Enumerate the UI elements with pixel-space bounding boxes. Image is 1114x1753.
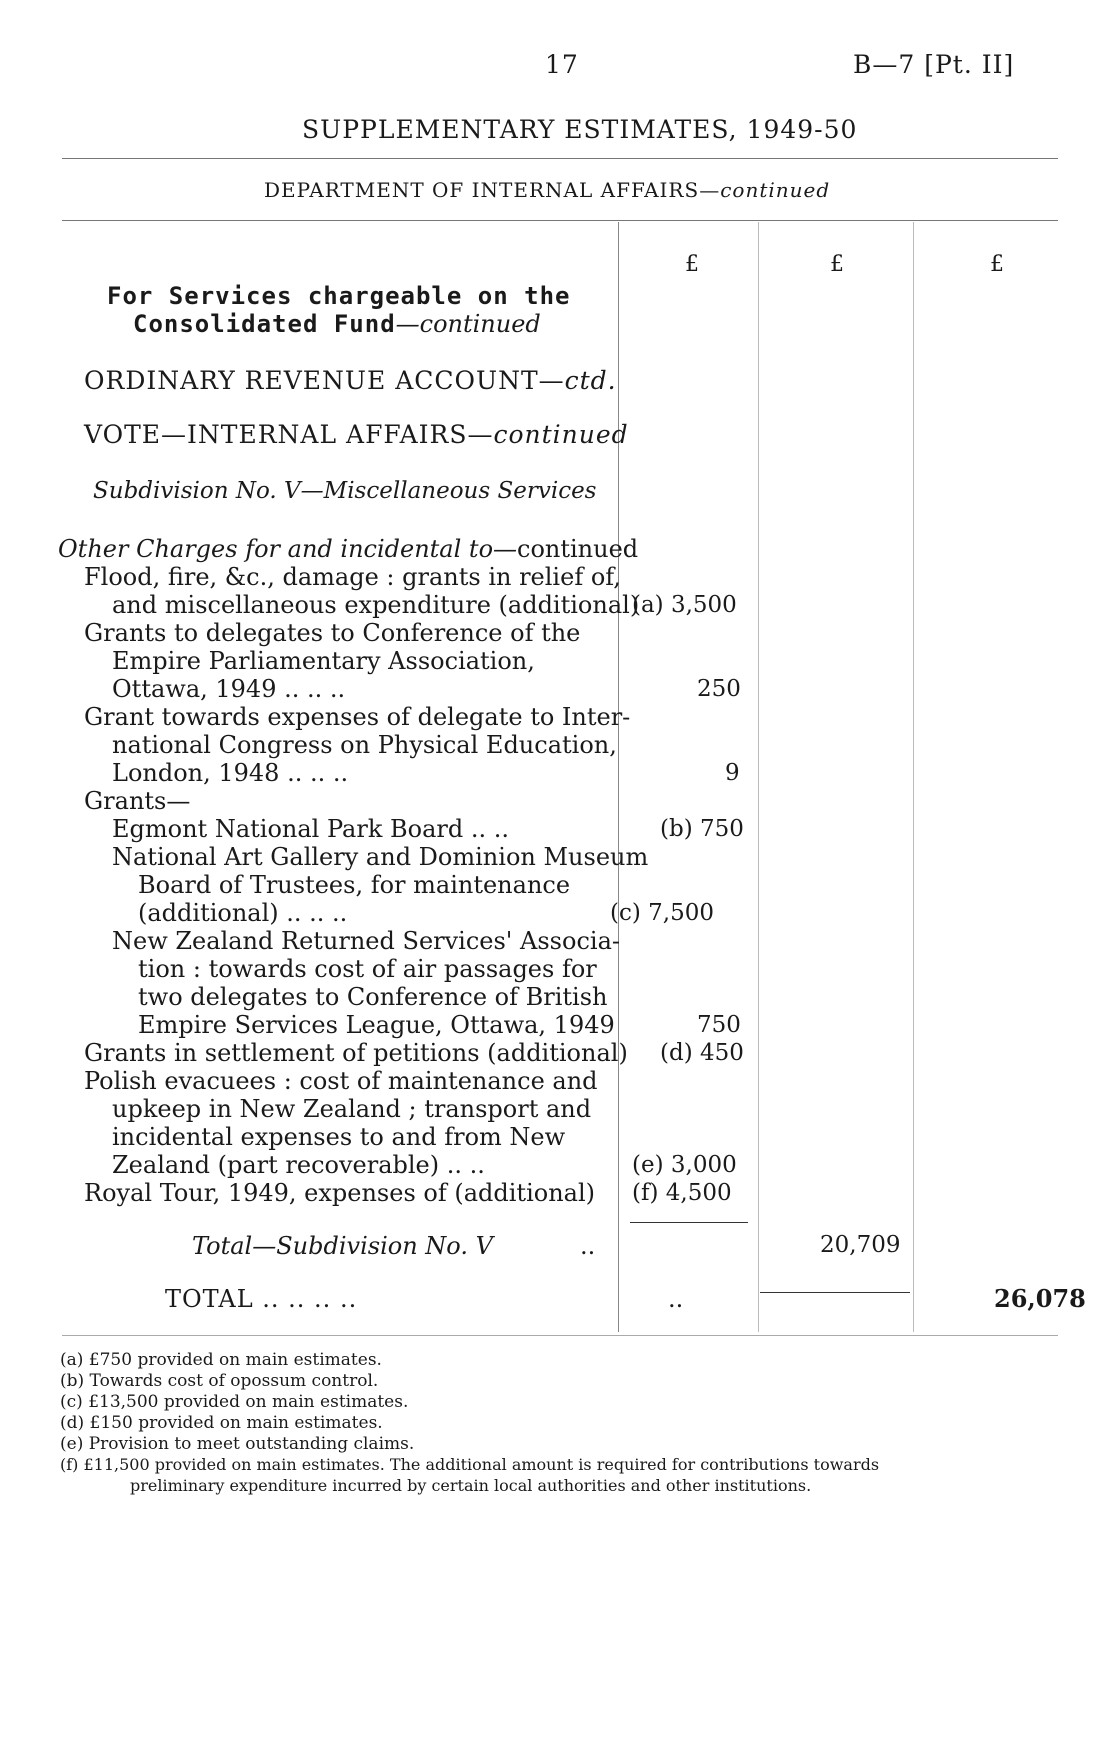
polish-line-2: upkeep in New Zealand ; transport and [112,1095,592,1123]
empire-line-2: Empire Parliamentary Association, [112,647,535,675]
empire-amount: 250 [697,676,741,702]
footnote-d: (d) £150 provided on main estimates. [60,1413,383,1433]
gallery-line-3: (additional) .. .. .. [138,899,348,927]
polish-line-1: Polish evacuees : cost of maintenance and [84,1067,598,1095]
page-title: SUPPLEMENTARY ESTIMATES, 1949-50 [302,115,858,144]
vote-heading: VOTE—INTERNAL AFFAIRS—continued [84,420,629,449]
document-reference: B—7 [Pt. II] [853,50,1015,79]
nzrsa-line-2: tion : towards cost of air passages for [138,955,597,983]
egmont-amount: (b) 750 [660,816,744,842]
footnote-e: (e) Provision to meet outstanding claims. [60,1434,415,1454]
congress-amount: 9 [725,760,740,786]
footnote-b: (b) Towards cost of opossum control. [60,1371,379,1391]
subtotal-dots: .. [580,1232,596,1260]
account-heading: ORDINARY REVENUE ACCOUNT—ctd. [84,366,617,395]
nzrsa-line-1: New Zealand Returned Services' Associa- [112,927,620,955]
grand-total-amount: 26,078 [994,1284,1086,1313]
petitions-line: Grants in settlement of petitions (additional) [84,1039,628,1067]
footnote-c: (c) £13,500 provided on main estimates. [60,1392,409,1412]
subdivision-heading: Subdivision No. V—Miscellaneous Services [93,478,597,504]
nzrsa-amount: 750 [697,1012,741,1038]
column-header-pounds-2: £ [830,252,844,277]
gallery-line-2: Board of Trustees, for maintenance [138,871,571,899]
flood-amount: (a) 3,500 [632,592,737,618]
gallery-line-1: National Art Gallery and Dominion Museum [112,843,649,871]
column-divider-1 [618,222,619,1332]
services-heading-line1: For Services chargeable on the [107,282,571,310]
services-heading-line2: Consolidated Fund—continued [133,310,541,338]
subtotal-rule [630,1222,748,1223]
total-rule [760,1292,910,1293]
grants-label: Grants— [84,787,191,815]
polish-line-4: Zealand (part recoverable) .. .. [112,1151,485,1179]
royal-tour-line: Royal Tour, 1949, expenses of (additional) [84,1179,596,1207]
royal-tour-amount: (f) 4,500 [632,1180,732,1206]
nzrsa-line-4: Empire Services League, Ottawa, 1949 [138,1011,615,1039]
total-label: TOTAL .. .. .. .. [165,1285,358,1313]
congress-line-3: London, 1948 .. .. .. [112,759,349,787]
congress-line-1: Grant towards expenses of delegate to Inter- [84,703,631,731]
page-number: 17 [545,50,579,79]
polish-line-3: incidental expenses to and from New [112,1123,566,1151]
table-top-rule [62,220,1058,221]
column-header-pounds-3: £ [990,252,1004,277]
nzrsa-line-3: two delegates to Conference of British [138,983,608,1011]
footnote-a: (a) £750 provided on main estimates. [60,1350,382,1370]
subtotal-label: Total—Subdivision No. V [192,1232,493,1260]
flood-line-2: and miscellaneous expenditure (additional) [112,591,640,619]
footnote-f-line-2: preliminary expenditure incurred by certain local authorities and other institutions. [130,1476,812,1495]
polish-amount: (e) 3,000 [632,1152,737,1178]
other-charges-heading: Other Charges for and incidental to—continued [58,535,639,563]
footnote-f-line-1: (f) £11,500 provided on main estimates. The additional amount is required for contributions towards [60,1455,880,1474]
table-bottom-rule [62,1335,1058,1336]
total-dots: .. [668,1285,684,1313]
empire-line-3: Ottawa, 1949 .. .. .. [112,675,346,703]
petitions-amount: (d) 450 [660,1040,744,1066]
egmont-line: Egmont National Park Board .. .. [112,815,509,843]
gallery-amount: (c) 7,500 [610,900,714,926]
subtotal-amount: 20,709 [820,1232,901,1258]
congress-line-2: national Congress on Physical Education, [112,731,617,759]
column-header-pounds-1: £ [685,252,699,277]
empire-line-1: Grants to delegates to Conference of the [84,619,581,647]
title-rule [62,158,1058,159]
column-divider-3 [913,222,914,1332]
department-heading: DEPARTMENT OF INTERNAL AFFAIRS—continued [264,178,831,202]
column-divider-2 [758,222,759,1332]
flood-line-1: Flood, fire, &c., damage : grants in relief of, [84,563,621,591]
